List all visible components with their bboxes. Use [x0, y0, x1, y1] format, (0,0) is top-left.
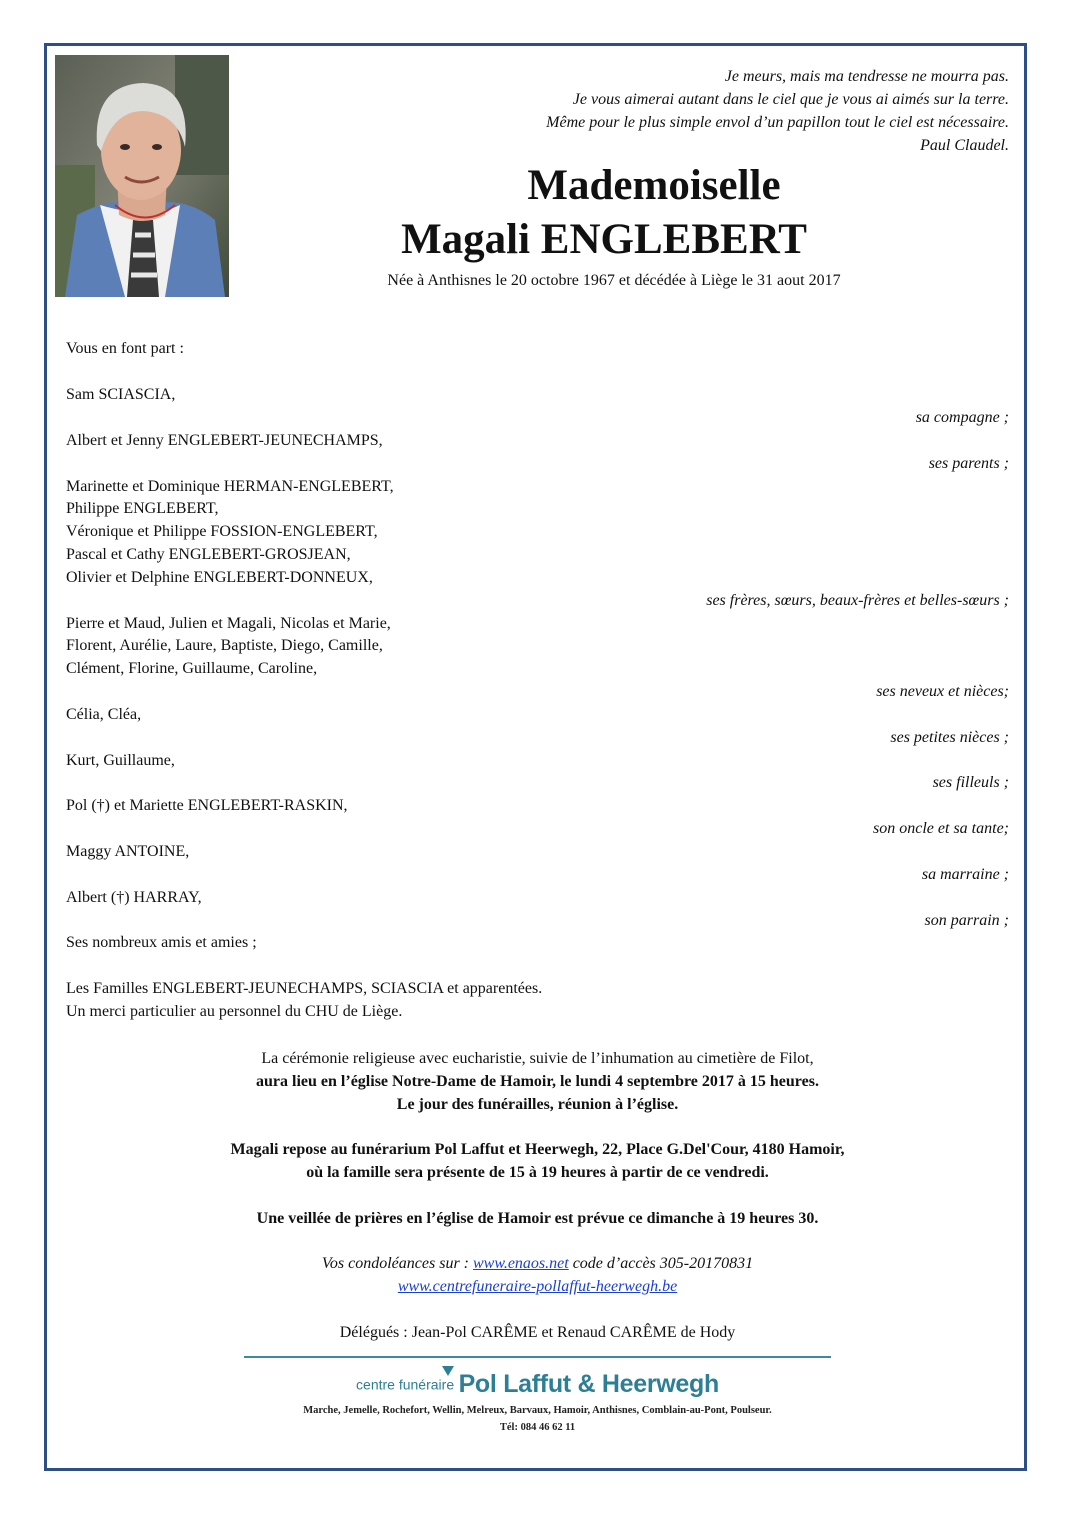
- condolences-suffix: code d’accès 305-20170831: [568, 1255, 754, 1272]
- honorific-title: Mademoiselle: [527, 162, 781, 209]
- family-line: Kurt, Guillaume,: [66, 752, 175, 769]
- family-line: Olivier et Delphine ENGLEBERT-DONNEUX,: [66, 569, 373, 586]
- birth-death-dates: Née à Anthisnes le 20 octobre 1967 et décédée à Liège le 31 aout 2017: [387, 272, 841, 289]
- family-line: Philippe ENGLEBERT,: [66, 500, 219, 517]
- epigraph-quote: [369, 65, 1009, 157]
- quote-line: Je vous aimerai autant dans le ciel que je vous ai aimés sur la terre.: [572, 91, 1009, 108]
- delegates-line: Délégués : Jean-Pol CARÊME et Renaud CARÊME de Hody: [339, 1324, 736, 1341]
- logo-phone: Tél: 084 46 62 11: [499, 1422, 576, 1433]
- funerarium-line: où la famille sera présente de 15 à 19 heures à partir de ce vendredi.: [306, 1164, 769, 1181]
- enaos-link[interactable]: www.enaos.net: [473, 1255, 569, 1272]
- family-line: Véronique et Philippe FOSSION-ENGLEBERT,: [66, 523, 378, 540]
- family-line: Ses nombreux amis et amies ;: [66, 934, 257, 951]
- relation-label: son parrain ;: [924, 912, 1009, 929]
- thanks-line: Un merci particulier au personnel du CHU de Liège.: [66, 1003, 403, 1020]
- family-line: Pol (†) et Mariette ENGLEBERT-RASKIN,: [66, 797, 348, 814]
- family-line: Sam SCIASCIA,: [66, 386, 176, 403]
- relation-label: ses neveux et nièces;: [876, 683, 1009, 700]
- vigil-line: Une veillée de prières en l’église de Hamoir est prévue ce dimanche à 19 heures 30.: [256, 1210, 819, 1227]
- logo-towns: Marche, Jemelle, Rochefort, Wellin, Melreux, Barvaux, Hamoir, Anthisnes, Comblain-au-Pont, Poulseur.: [303, 1405, 772, 1416]
- portrait-photo: [55, 55, 229, 297]
- quote-author: Paul Claudel.: [920, 137, 1009, 154]
- family-line: Pierre et Maud, Julien et Magali, Nicolas et Marie,: [66, 615, 391, 632]
- family-line: Florent, Aurélie, Laure, Baptiste, Diego, Camille,: [66, 637, 383, 654]
- ceremony-line: La cérémonie religieuse avec eucharistie, suivie de l’inhumation au cimetière de Filot,: [261, 1050, 814, 1067]
- relation-label: ses parents ;: [928, 455, 1009, 472]
- quote-line: Je meurs, mais ma tendresse ne mourra pas.: [724, 68, 1009, 85]
- relation-label: ses filleuls ;: [932, 774, 1009, 791]
- relation-label: son oncle et sa tante;: [873, 820, 1009, 837]
- logo-name: Pol Laffut & Heerwegh: [458, 1370, 719, 1398]
- funeral-center-link[interactable]: www.centrefuneraire-pollaffut-heerwegh.be: [397, 1278, 678, 1295]
- relation-label: ses petites nièces ;: [890, 729, 1009, 746]
- family-line: Albert (†) HARRAY,: [66, 889, 202, 906]
- ceremony-line: aura lieu en l’église Notre-Dame de Hamoir, le lundi 4 septembre 2017 à 15 heures.: [256, 1073, 819, 1090]
- deceased-name: Magali ENGLEBERT: [401, 216, 807, 263]
- family-line: Les Familles ENGLEBERT-JEUNECHAMPS, SCIASCIA et apparentées.: [66, 980, 543, 997]
- relation-label: ses frères, sœurs, beaux-frères et belles-sœurs ;: [706, 592, 1009, 609]
- intro-text: Vous en font part :: [66, 340, 184, 357]
- family-line: Albert et Jenny ENGLEBERT-JEUNECHAMPS,: [66, 432, 383, 449]
- family-line: Marinette et Dominique HERMAN-ENGLEBERT,: [66, 478, 394, 495]
- ceremony-line: Le jour des funérailles, réunion à l’église.: [396, 1096, 679, 1113]
- family-line: Pascal et Cathy ENGLEBERT-GROSJEAN,: [66, 546, 351, 563]
- family-line: Clément, Florine, Guillaume, Caroline,: [66, 660, 318, 677]
- website-line: [66, 1275, 1009, 1298]
- logo-divider: [244, 1356, 831, 1358]
- family-line: Maggy ANTOINE,: [66, 843, 190, 860]
- relation-label: sa marraine ;: [921, 866, 1009, 883]
- condolences-line: [66, 1252, 1009, 1275]
- logo-triangle-icon: [442, 1366, 454, 1376]
- funerarium-line: Magali repose au funérarium Pol Laffut et Heerwegh, 22, Place G.Del'Cour, 4180 Hamoir,: [230, 1141, 845, 1158]
- quote-line: Même pour le plus simple envol d’un papillon tout le ciel est nécessaire.: [546, 114, 1009, 131]
- relation-label: sa compagne ;: [915, 409, 1009, 426]
- logo-subtitle: centre funéraire: [356, 1376, 455, 1393]
- family-line: Célia, Cléa,: [66, 706, 142, 723]
- funeral-center-logo: [244, 1362, 831, 1399]
- condolences-prefix: Vos condoléances sur :: [321, 1255, 473, 1272]
